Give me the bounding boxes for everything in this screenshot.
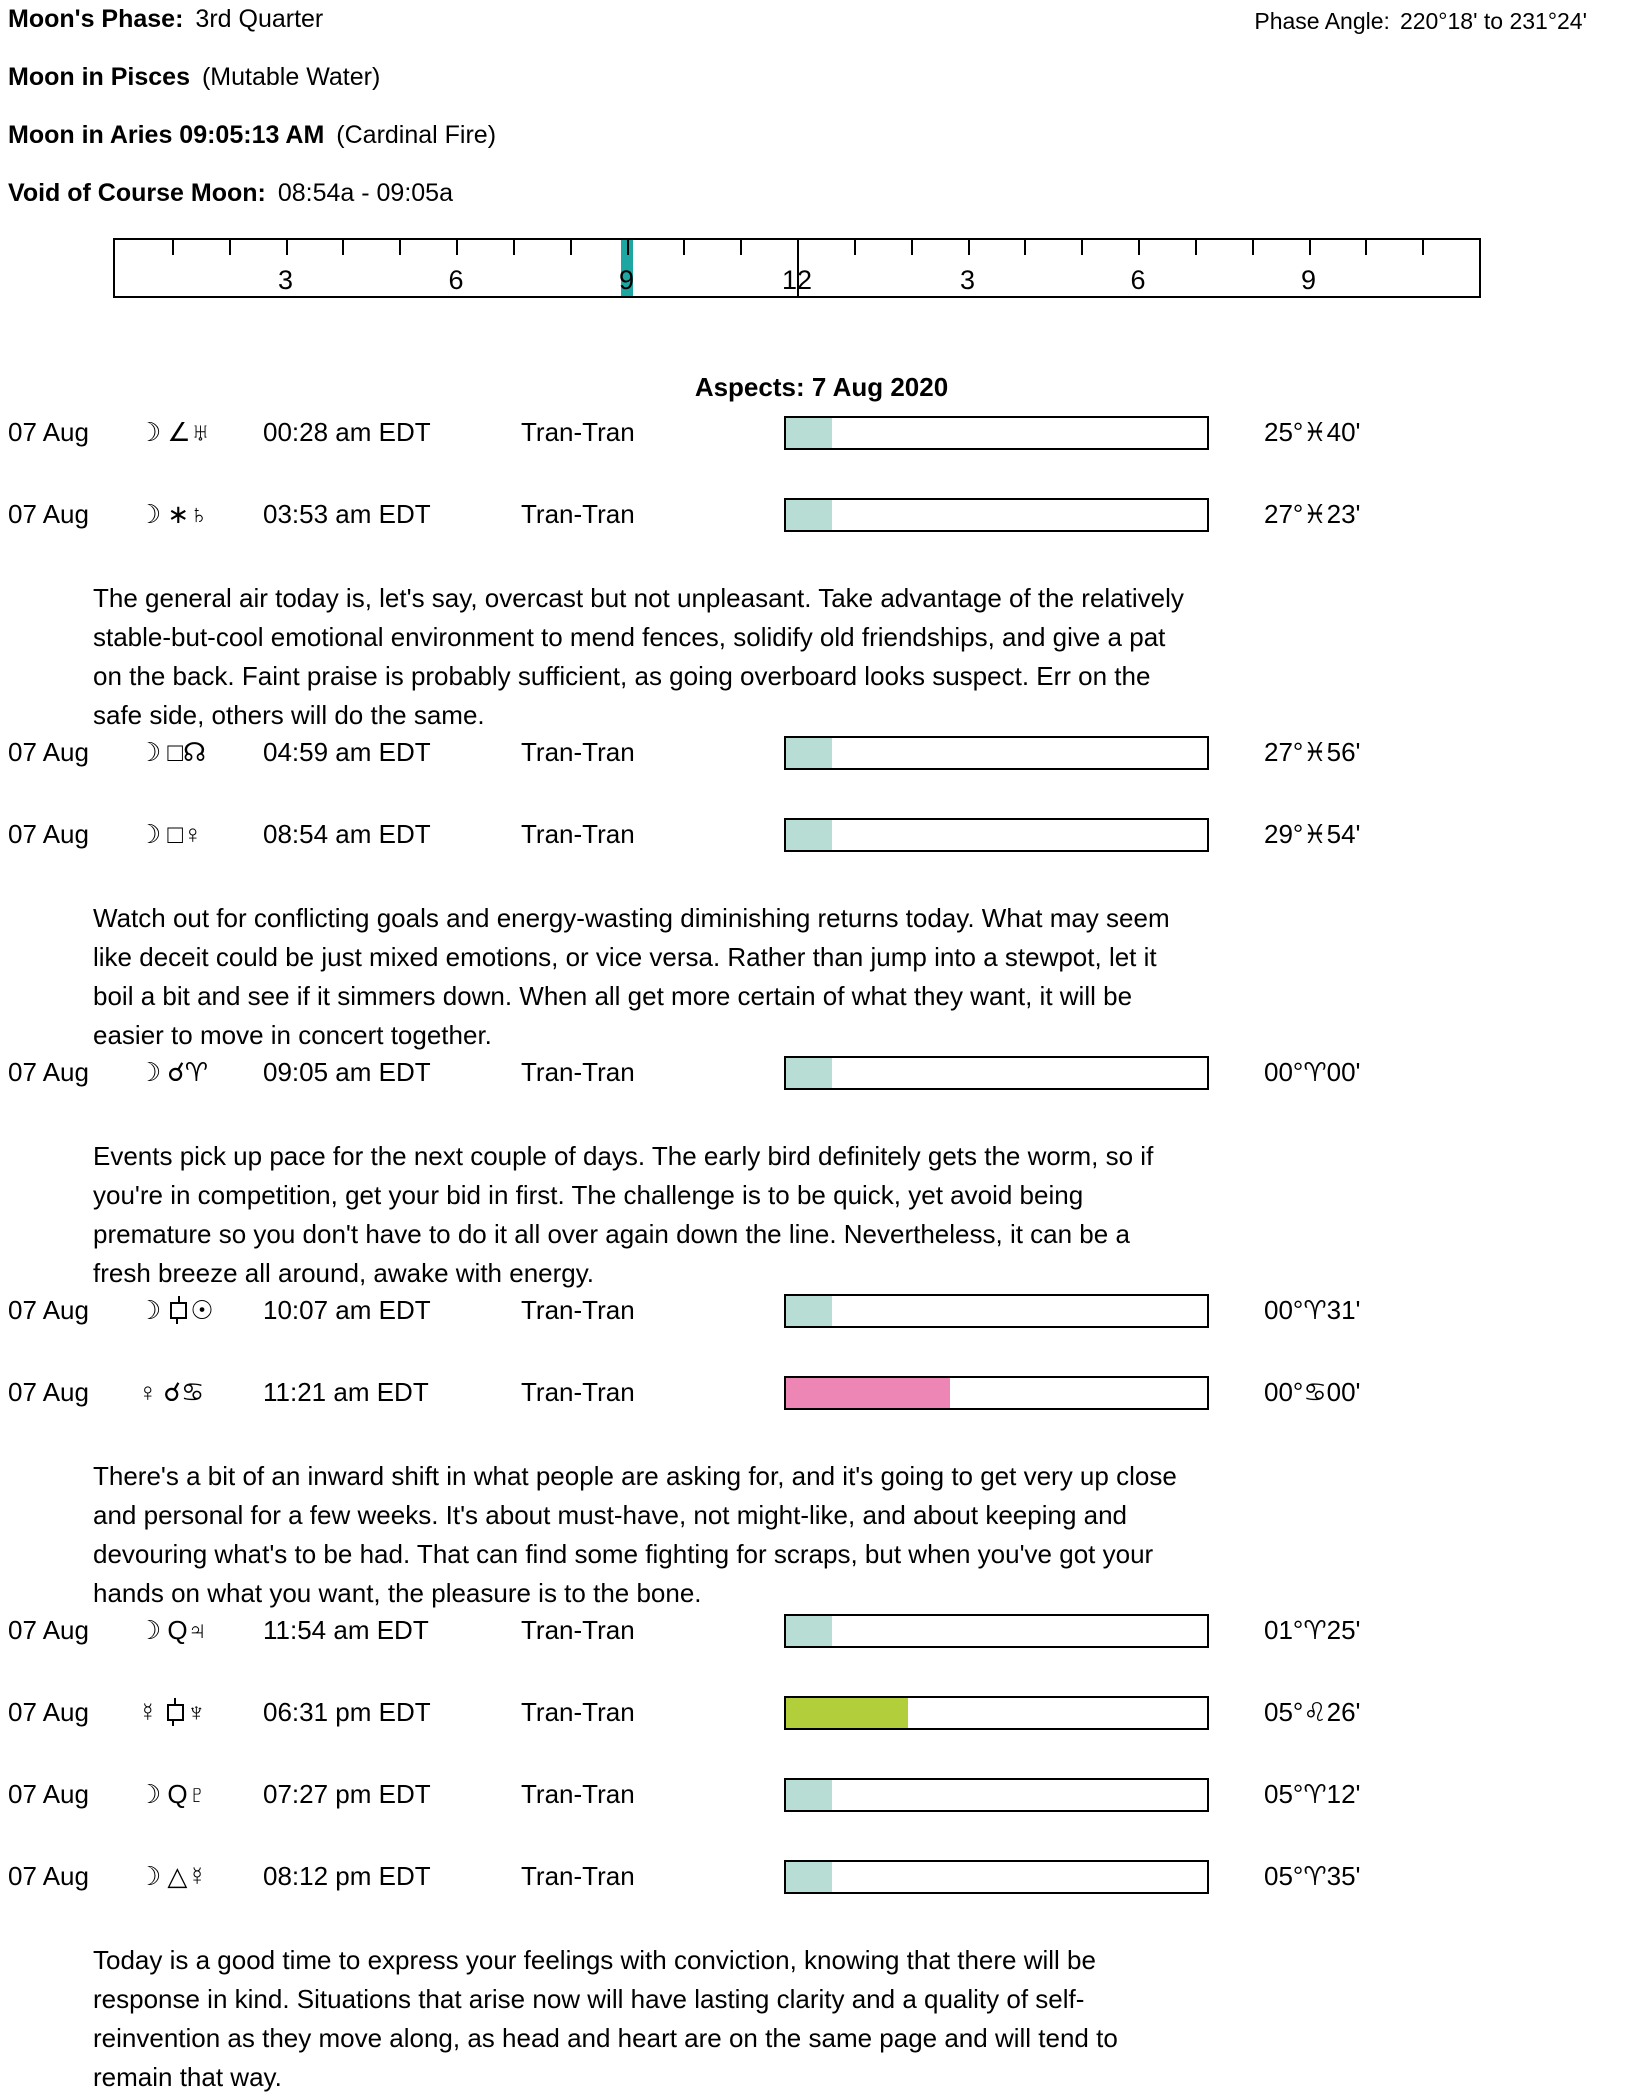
aspect-time: 11:54 am EDT — [263, 1615, 429, 1645]
aspect-type: Tran-Tran — [521, 1057, 635, 1087]
aspect-date: 07 Aug — [8, 1057, 89, 1087]
venus-icon: ♀ — [183, 819, 209, 849]
hour-tick — [854, 240, 856, 255]
aspect-date: 07 Aug — [8, 1377, 89, 1407]
moon-sign-line — [8, 64, 1635, 90]
sesquiquadrate-icon — [167, 1704, 184, 1721]
aspect-type: Tran-Tran — [521, 417, 635, 447]
aspect-position: 29°♓54' — [1264, 819, 1361, 849]
moon-ingress-label: Moon in Aries 09:05:13 AM — [8, 121, 325, 149]
aspect-row-moon-square-north-node — [8, 735, 1635, 769]
hour-tick — [399, 240, 401, 255]
aspect-description: There's a bit of an inward shift in what people are asking for, and it's going to get very up close and personal for a few weeks. It's about must-have, not might-like, and about keeping and devouring what's to be had. That can find some fighting for scraps, but when you've got your hands on what you want, the pleasure is to the bone. — [93, 1461, 1177, 1608]
orb-bar — [784, 818, 1209, 852]
aspect-description: Today is a good time to express your feelings with conviction, knowing that there will be response in kind. Situations that arise now will have lasting clarity and a quality of self-reinvention as they move along, as head and heart are on the same page and will tend to remain that way. — [93, 1945, 1118, 2092]
aspect-type: Tran-Tran — [521, 819, 635, 849]
aspect-date: 07 Aug — [8, 499, 89, 529]
moon-icon: ☽ — [138, 819, 168, 849]
moon-ingress-note: (Cardinal Fire) — [336, 121, 497, 149]
hour-tick — [1138, 240, 1140, 255]
hour-tick — [1252, 240, 1254, 255]
aspect-date: 07 Aug — [8, 1615, 89, 1645]
aspect-date: 07 Aug — [8, 819, 89, 849]
hour-tick — [229, 240, 231, 255]
saturn-icon: ♄ — [189, 499, 215, 529]
aspect-position: 25°♓40' — [1264, 417, 1361, 447]
moon-icon: ☽ — [138, 1295, 168, 1325]
phase-angle-label: Phase Angle: — [1254, 8, 1390, 34]
quintile-icon: Q — [167, 1615, 188, 1645]
uranus-icon: ♅ — [190, 417, 217, 447]
aspect-time: 11:21 am EDT — [263, 1377, 429, 1407]
aspect-glyphs — [138, 415, 216, 449]
aspect-glyphs — [138, 497, 215, 531]
aspect-rows — [8, 415, 1635, 2097]
orb-bar — [784, 1614, 1209, 1648]
north-node-icon: ☊ — [183, 737, 213, 767]
jupiter-icon: ♃ — [187, 1615, 214, 1645]
moon-icon: ☽ — [138, 737, 168, 767]
orb-bar-fill — [786, 820, 832, 850]
moon-phase-value: 3rd Quarter — [195, 5, 324, 33]
aspect-position: 27°♓56' — [1264, 737, 1361, 767]
moon-icon: ☽ — [138, 1615, 168, 1645]
aspect-row-moon-semisquare-uranus — [8, 415, 1635, 449]
moon-icon: ☽ — [138, 1057, 168, 1087]
hour-label: 9 — [1300, 265, 1317, 295]
hour-tick — [1422, 240, 1424, 255]
hour-label: 6 — [448, 265, 464, 295]
aspect-time: 00:28 am EDT — [263, 417, 431, 447]
voc-24h-timeline — [113, 238, 1481, 298]
orb-bar — [784, 1376, 1209, 1410]
moon-ingress-line — [8, 122, 1635, 148]
aspect-position: 05°♈35' — [1264, 1861, 1361, 1891]
aspect-row-moon-square-venus — [8, 817, 1635, 851]
conjunction-icon: ☌ — [167, 1057, 185, 1087]
sesquiquadrate-icon — [170, 1302, 187, 1319]
orb-bar-fill — [786, 1616, 832, 1646]
aspect-type: Tran-Tran — [521, 1697, 635, 1727]
aspect-type: Tran-Tran — [521, 737, 635, 767]
orb-bar — [784, 1860, 1209, 1894]
aspect-type: Tran-Tran — [521, 1295, 635, 1325]
aspect-time: 04:59 am EDT — [263, 737, 431, 767]
aspect-row-moon-trine-mercury — [8, 1859, 1635, 1893]
voc-label: Void of Course Moon: — [8, 179, 266, 207]
orb-bar-fill — [786, 1862, 832, 1892]
hour-tick — [570, 240, 572, 255]
aspect-time: 06:31 pm EDT — [263, 1697, 431, 1727]
moon-sign-note: (Mutable Water) — [201, 63, 381, 91]
hour-tick — [968, 240, 970, 255]
voc-value: 08:54a - 09:05a — [277, 179, 453, 207]
phase-angle — [1254, 8, 1587, 35]
aspect-date: 07 Aug — [8, 417, 89, 447]
aspect-row-mercury-sesquiquadrate-neptune — [8, 1695, 1635, 1729]
aries-icon: ♈ — [184, 1057, 215, 1087]
square-icon: □ — [167, 737, 184, 767]
orb-bar — [784, 416, 1209, 450]
aspects-title: Aspects: 7 Aug 2020 — [694, 372, 949, 402]
aspect-time: 09:05 am EDT — [263, 1057, 431, 1087]
moon-icon: ☽ — [138, 499, 168, 529]
aspect-date: 07 Aug — [8, 1295, 89, 1325]
hour-tick — [1081, 240, 1083, 255]
orb-bar — [784, 1696, 1209, 1730]
aspect-time: 03:53 am EDT — [263, 499, 431, 529]
aspect-time: 08:54 am EDT — [263, 819, 431, 849]
sun-icon: ☉ — [190, 1295, 220, 1325]
pluto-icon: ♇ — [187, 1779, 214, 1809]
venus-icon: ♀ — [138, 1377, 164, 1407]
aspect-glyphs — [138, 1375, 210, 1409]
hour-label: 6 — [1130, 265, 1146, 295]
aspect-date: 07 Aug — [8, 1779, 89, 1809]
sextile-icon: ∗ — [167, 499, 190, 529]
aspect-row-moon-sextile-saturn — [8, 497, 1635, 531]
aspect-position: 05°♌26' — [1264, 1697, 1361, 1727]
aspect-date: 07 Aug — [8, 1861, 89, 1891]
orb-bar — [784, 1056, 1209, 1090]
orb-bar — [784, 1778, 1209, 1812]
semisquare-icon: ∠ — [167, 417, 191, 447]
mercury-icon: ☿ — [187, 1861, 213, 1891]
aspect-glyphs — [138, 1613, 213, 1647]
hour-label: 12 — [781, 265, 813, 295]
hour-tick — [456, 240, 458, 255]
hour-tick — [286, 240, 288, 255]
moon-sign-label: Moon in Pisces — [8, 63, 190, 91]
aspect-glyphs — [138, 735, 212, 769]
orb-bar — [784, 498, 1209, 532]
hour-tick — [1195, 240, 1197, 255]
orb-bar-fill — [786, 418, 832, 448]
orb-bar-fill — [786, 1296, 832, 1326]
hour-tick — [740, 240, 742, 255]
aspect-position: 01°♈25' — [1264, 1615, 1361, 1645]
square-icon: □ — [167, 819, 184, 849]
aspect-description: Events pick up pace for the next couple of days. The early bird definitely gets the worm, so if you're in competition, get your bid in first. The challenge is to be quick, yet avoid being premature so you don't have to do it all over again down the line. Nevertheless, it can be a fresh breeze all around, awake with energy. — [93, 1141, 1154, 1288]
aspect-position: 00°♈00' — [1264, 1057, 1361, 1087]
conjunction-icon: ☌ — [163, 1377, 181, 1407]
aspect-time: 07:27 pm EDT — [263, 1779, 431, 1809]
phase-angle-value: 220°18' to 231°24' — [1399, 8, 1587, 34]
aspect-glyphs — [138, 817, 209, 851]
aspect-date: 07 Aug — [8, 1697, 89, 1727]
hour-tick — [683, 240, 685, 255]
aspect-type: Tran-Tran — [521, 1779, 635, 1809]
orb-bar-fill — [786, 1378, 950, 1408]
aspect-row-moon-quintile-pluto — [8, 1777, 1635, 1811]
orb-bar-fill — [786, 1780, 832, 1810]
hour-label: 3 — [277, 265, 294, 295]
quintile-icon: Q — [167, 1779, 188, 1809]
aspect-row-venus-conjunction-cancer — [8, 1375, 1635, 1409]
moon-phase-label: Moon's Phase: — [8, 5, 184, 33]
trine-icon: △ — [167, 1861, 188, 1891]
moon-icon: ☽ — [138, 417, 168, 447]
aspect-row-moon-conjunction-aries — [8, 1055, 1635, 1089]
aspect-type: Tran-Tran — [521, 499, 635, 529]
aspect-type: Tran-Tran — [521, 1861, 635, 1891]
aspect-row-moon-quintile-jupiter — [8, 1613, 1635, 1647]
orb-bar-fill — [786, 1698, 908, 1728]
orb-bar-fill — [786, 738, 832, 768]
orb-bar — [784, 736, 1209, 770]
cancer-icon: ♋ — [180, 1377, 211, 1407]
aspect-date: 07 Aug — [8, 737, 89, 767]
hour-tick — [1024, 240, 1026, 255]
hour-label: 9 — [618, 265, 635, 295]
aspect-glyphs — [138, 1293, 220, 1327]
hour-tick — [513, 240, 515, 255]
aspect-position: 00°♋00' — [1264, 1377, 1361, 1407]
aspect-description: The general air today is, let's say, overcast but not unpleasant. Take advantage of the relatively stable-but-cool emotional environment to mend fences, solidify old friendships, and give a pat on the back. Faint praise is probably sufficient, as going overboard looks suspect. Err on the safe side, others will do the same. — [93, 583, 1184, 730]
moon-icon: ☽ — [138, 1861, 168, 1891]
hour-tick — [911, 240, 913, 255]
aspect-glyphs — [138, 1055, 214, 1089]
hour-label: 3 — [959, 265, 976, 295]
aspect-glyphs — [138, 1695, 212, 1729]
aspect-description: Watch out for conflicting goals and energy-wasting diminishing returns today. What may seem like deceit could be just mixed emotions, or vice versa. Rather than jump into a stewpot, let it boil a bit and see if it simmers down. When all get more certain of what they want, it will be easier to move in concert together. — [93, 903, 1170, 1050]
aspect-row-moon-sesquiquadrate-sun — [8, 1293, 1635, 1327]
hour-tick — [627, 240, 629, 255]
moon-icon: ☽ — [138, 1779, 168, 1809]
aspect-position: 27°♓23' — [1264, 499, 1361, 529]
aspect-type: Tran-Tran — [521, 1615, 635, 1645]
mercury-icon: ☿ — [138, 1697, 164, 1727]
hour-tick — [342, 240, 344, 255]
aspect-glyphs — [138, 1859, 213, 1893]
orb-bar — [784, 1294, 1209, 1328]
aspect-time: 10:07 am EDT — [263, 1295, 431, 1325]
orb-bar-fill — [786, 500, 832, 530]
hour-tick — [1365, 240, 1367, 255]
aspect-position: 05°♈12' — [1264, 1779, 1361, 1809]
aspect-time: 08:12 pm EDT — [263, 1861, 431, 1891]
voc-line — [8, 180, 1635, 206]
neptune-icon: ♆ — [186, 1697, 212, 1727]
aspect-position: 00°♈31' — [1264, 1295, 1361, 1325]
orb-bar-fill — [786, 1058, 832, 1088]
hour-tick — [172, 240, 174, 255]
hour-tick — [1309, 240, 1311, 255]
aspect-glyphs — [138, 1777, 213, 1811]
aspect-type: Tran-Tran — [521, 1377, 635, 1407]
